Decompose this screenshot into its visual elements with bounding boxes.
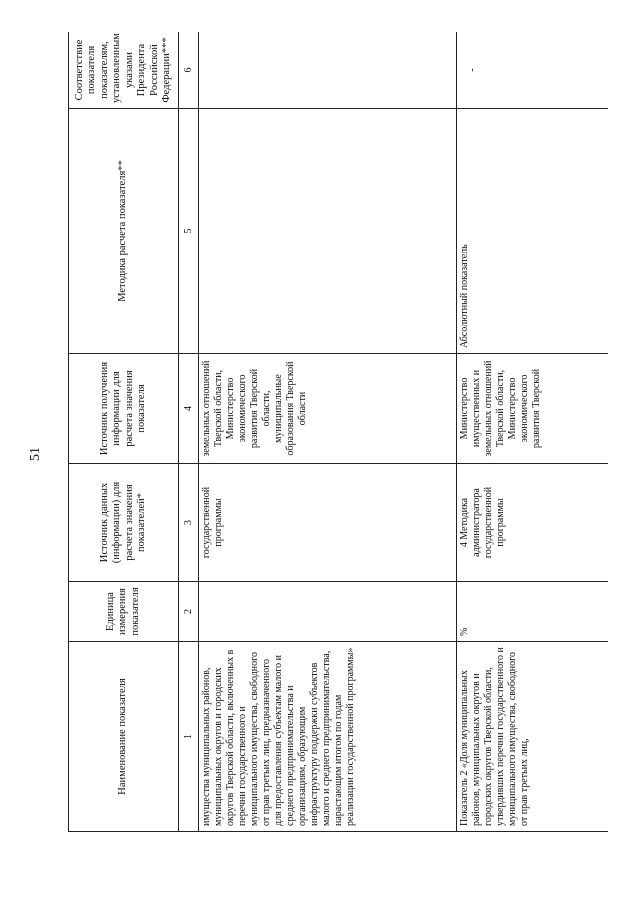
rotated-table-container [68,32,608,832]
header-data-source: Источник данных (информации) для расчета значения показателей* [69,464,179,582]
column-number: 2 [179,582,199,642]
column-number-row [179,32,199,832]
column-number: 6 [179,32,199,109]
header-unit: Единица измерения показателя [69,582,179,642]
page-number: 51 [28,447,43,461]
unit-cell: % [457,582,609,642]
data-source-cell: государственной программы [199,464,457,582]
table-row [199,32,457,832]
data-source-cell: 4 Методика администратора государственной программы [457,464,609,582]
rotated-table-frame [68,32,608,832]
method-cell: Абсолютный показатель [457,109,609,354]
info-source-cell: Министерство имущественных и земельных отношений Тверской области, Министерство экономического развития Тверской [457,354,609,464]
header-compliance: Соответствие показателя показателям, установленным указами Президента Российской Федерации*** [69,32,179,109]
indicator-name-cell: Показатель 2 «Доля муниципальных районов, муниципальных округов и городских округов Тверской области, утвердивших перечни государственного и муниципального имущества, свободного от прав третьих лиц, [457,642,609,832]
unit-cell [199,582,457,642]
compliance-cell: - [457,32,609,109]
indicator-name-cell: имущества муниципальных районов, муниципальных округов и городских округов Тверской области, включенных в перечни государственного и муниципального имущества, свободного от прав третьих лиц, предназначенного для предоставления субъектам малого и среднего предпринимательства и организациям, образующим инфраструктуру поддержки субъектов малого и среднего предпринимательства, нарастающим итогом по годам реализации государственной программы» [199,642,457,832]
column-number: 4 [179,354,199,464]
header-info-source: Источник получения информации для расчета значения показателя [69,354,179,464]
indicators-table [68,32,608,832]
header-method: Методика расчета показателя** [69,109,179,354]
method-cell [199,109,457,354]
table-row [457,32,609,832]
compliance-cell [199,32,457,109]
info-source-cell: земельных отношений Тверской области, Министерство экономического развития Тверской области, муниципальные образования Тверской области [199,354,457,464]
column-number: 1 [179,642,199,832]
header-indicator-name: Наименование показателя [69,642,179,832]
table-header-row [69,32,179,832]
column-number: 5 [179,109,199,354]
column-number: 3 [179,464,199,582]
